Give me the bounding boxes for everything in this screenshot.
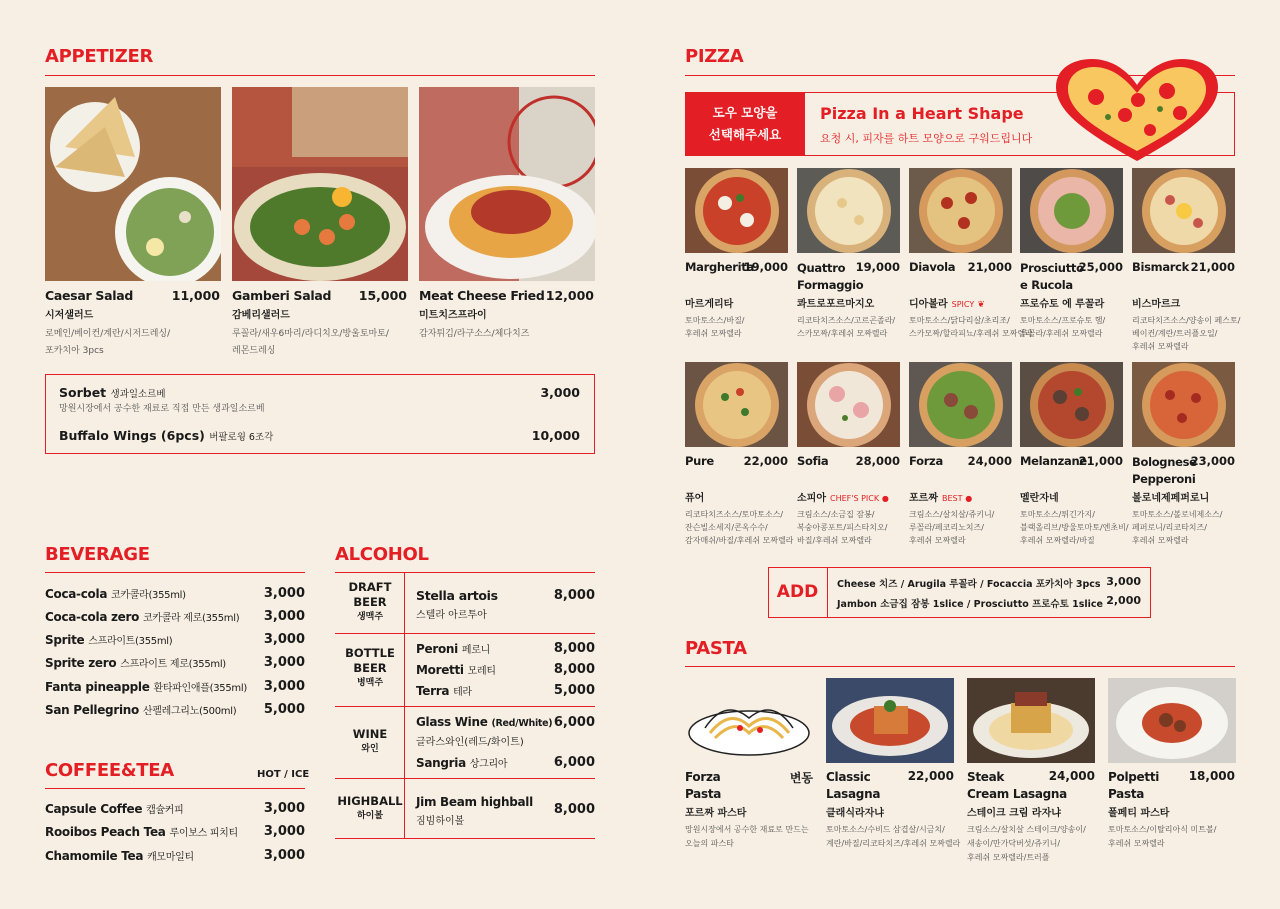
beverage-price-4: 3,000 bbox=[263, 655, 305, 670]
check-icon: ● bbox=[879, 494, 889, 503]
gamberi-salad-photo bbox=[232, 87, 408, 281]
pizza-photo-sofia bbox=[797, 362, 900, 447]
heart-pizza-icon bbox=[1050, 55, 1225, 163]
pizza-photo-forza bbox=[909, 362, 1012, 447]
pizza-desc-1: 토마토소스/바질/ 후레쉬 모짜렐라 bbox=[685, 316, 745, 338]
pizza-desc-4: 토마토소스/프로슈토 햄/ 루꼴라/후레쉬 모짜렐라 bbox=[1020, 316, 1106, 338]
alcohol-rule-bottom bbox=[335, 838, 595, 839]
beverage-price-3: 3,000 bbox=[263, 632, 305, 647]
alcohol-cat-highball: HIGHBALL 하이볼 bbox=[337, 794, 403, 821]
pizza-price-7: 28,000 bbox=[855, 454, 900, 468]
pizza-price-1: 19,000 bbox=[743, 260, 788, 274]
alcohol-draft-1: Stella artois bbox=[416, 588, 498, 603]
add-line-1: Cheese 치즈 / Arugila 루꼴라 / Focaccia 포카치아 3pcs bbox=[837, 579, 1101, 590]
beverage-row-1: Coca-cola 코카콜라(355ml) bbox=[45, 587, 186, 601]
appetizer-desc-1b: 포카치아 3pcs bbox=[45, 346, 104, 356]
alcohol-draft-1-price: 8,000 bbox=[553, 588, 595, 603]
alcohol-bottle-3: Terra 테라 bbox=[416, 684, 472, 698]
beverage-row-4: Sprite zero 스프라이트 제로(355ml) bbox=[45, 656, 226, 670]
chili-icon: ❦ bbox=[974, 300, 985, 310]
appetizer-price-3: 12,000 bbox=[545, 288, 594, 303]
pizza-photo-prosciutto bbox=[1020, 168, 1123, 253]
pasta-desc-3: 크림소스/살치살 스테이크/양송이/ 새송이/만가닥버섯/쥬키니/ 후레쉬 모짜렐라/트러플 bbox=[967, 825, 1086, 862]
pasta-photo-steak-lasagna bbox=[967, 678, 1095, 763]
appetizer-desc-2b: 레몬드레싱 bbox=[232, 346, 276, 356]
caesar-salad-photo bbox=[45, 87, 221, 281]
pasta-kr-1: 포르짜 파스타 bbox=[685, 808, 747, 819]
coffee-price-2: 3,000 bbox=[263, 824, 305, 839]
pasta-price-3: 24,000 bbox=[1048, 769, 1095, 783]
pizza-desc-8: 크림소스/살치살/쥬키니/ 루꼴라/페코리노치즈/ 후레쉬 모짜렐라 bbox=[909, 510, 995, 545]
pasta-kr-4: 폴페티 파스타 bbox=[1108, 808, 1170, 819]
buffalo-wings-price: 10,000 bbox=[531, 428, 580, 443]
alcohol-bottle-2: Moretti 모레티 bbox=[416, 663, 496, 677]
pizza-photo-pure bbox=[685, 362, 788, 447]
pizza-price-2: 19,000 bbox=[855, 260, 900, 274]
appetizer-kr-2: 감베리샐러드 bbox=[232, 310, 290, 321]
pizza-desc-10: 토마토소스/볼로네제소스/ 페퍼로니/리코타치즈/ 후레쉬 모짜렐라 bbox=[1132, 510, 1223, 545]
heart-shape-sub: 요청 시, 피자를 하트 모양으로 구워드립니다 bbox=[820, 132, 1033, 145]
add-line-2: Jambon 소금집 잠봉 1slice / Prosciutto 프로슈토 1slice bbox=[837, 599, 1103, 610]
coffee-price-1: 3,000 bbox=[263, 801, 305, 816]
pizza-photo-bismarck bbox=[1132, 168, 1235, 253]
appetizer-price-2: 15,000 bbox=[358, 288, 407, 303]
appetizer-price-1: 11,000 bbox=[171, 288, 220, 303]
pizza-name-4: Prosciutto e Rucola bbox=[1020, 261, 1084, 292]
pizza-kr-5: 비스마르크 bbox=[1132, 299, 1181, 310]
pizza-desc-9: 토마토소스/튀긴가지/ 블랙올리브/방울토마토/엔초비/ 후레쉬 모짜렐라/바질 bbox=[1020, 510, 1129, 545]
pizza-photo-diavola bbox=[909, 168, 1012, 253]
pasta-price-2: 22,000 bbox=[907, 769, 954, 783]
coffee-title: COFFEE&TEA bbox=[45, 760, 174, 781]
pizza-price-8: 24,000 bbox=[967, 454, 1012, 468]
pasta-photo-polpetti bbox=[1108, 678, 1236, 763]
pizza-kr-10: 볼로네제페퍼로니 bbox=[1132, 493, 1210, 504]
pizza-desc-7: 크림소스/소금집 잠봉/ 복숭아콩포트/피스타치오/ 바질/후레쉬 모짜렐라 bbox=[797, 510, 888, 545]
alcohol-highball-1-price: 8,000 bbox=[553, 802, 595, 817]
alcohol-bottle-3-price: 5,000 bbox=[553, 683, 595, 698]
alcohol-divider-2 bbox=[335, 706, 595, 707]
alcohol-rule-top bbox=[335, 572, 595, 573]
coffee-rule bbox=[45, 788, 305, 789]
coffee-row-3: Chamomile Tea 캐모마일티 bbox=[45, 849, 194, 863]
alcohol-title: ALCOHOL bbox=[335, 544, 429, 565]
pasta-photo-classic-lasagna bbox=[826, 678, 954, 763]
beverage-price-5: 3,000 bbox=[263, 679, 305, 694]
beverage-price-6: 5,000 bbox=[263, 702, 305, 717]
pasta-title: PASTA bbox=[685, 638, 747, 659]
pizza-name-8: Forza bbox=[909, 454, 943, 468]
pasta-name-4: Polpetti Pasta bbox=[1108, 770, 1160, 801]
pasta-photo-forza bbox=[685, 678, 813, 763]
appetizer-desc-1a: 로메인/베이컨/계란/시저드레싱/ bbox=[45, 329, 171, 339]
appetizer-kr-1: 시저샐러드 bbox=[45, 310, 94, 321]
beverage-row-2: Coca-cola zero 코카콜라 제로(355ml) bbox=[45, 610, 240, 624]
alcohol-wine-2-price: 6,000 bbox=[553, 755, 595, 770]
alcohol-cat-draft: DRAFT BEER 생맥주 bbox=[348, 580, 392, 622]
beverage-price-1: 3,000 bbox=[263, 586, 305, 601]
pizza-kr-2: 콰트로포르마지오 bbox=[797, 299, 875, 310]
appetizer-name-1: Caesar Salad bbox=[45, 288, 133, 303]
pizza-price-5: 21,000 bbox=[1190, 260, 1235, 274]
pasta-name-1: Forza Pasta bbox=[685, 770, 722, 801]
add-price-1: 3,000 bbox=[1106, 575, 1141, 588]
pasta-desc-2: 토마토소스/수비드 삼겹살/시금치/ 계란/바질/리코타치즈/후레쉬 모짜렐라 bbox=[826, 825, 961, 848]
coffee-price-3: 3,000 bbox=[263, 848, 305, 863]
spicy-tag: SPICY bbox=[951, 300, 975, 309]
pizza-kr-3: 디아볼라 SPICY ❦ bbox=[909, 299, 985, 310]
beverage-row-6: San Pellegrino 산펠레그리노(500ml) bbox=[45, 703, 237, 717]
pasta-name-2: Classic Lasagna bbox=[826, 770, 881, 801]
pizza-kr-9: 멜란자네 bbox=[1020, 493, 1059, 504]
beverage-row-5: Fanta pineapple 환타파인애플(355ml) bbox=[45, 680, 247, 694]
appetizer-desc-3a: 감자튀김/라구소스/체다치즈 bbox=[419, 329, 530, 339]
pizza-name-6: Pure bbox=[685, 454, 714, 468]
pizza-photo-quattro-formaggio bbox=[797, 168, 900, 253]
pizza-price-9: 21,000 bbox=[1078, 454, 1123, 468]
pasta-desc-1: 망원시장에서 공수한 재료로 만드는 오늘의 파스타 bbox=[685, 825, 809, 848]
pasta-kr-3: 스테이크 크림 라자냐 bbox=[967, 808, 1061, 819]
beverage-price-2: 3,000 bbox=[263, 609, 305, 624]
pasta-price-1: 변동 bbox=[789, 771, 813, 785]
sorbet-name: Sorbet 생과일소르베 bbox=[59, 385, 166, 400]
appetizer-rule bbox=[45, 75, 595, 76]
beverage-rule bbox=[45, 572, 305, 573]
appetizer-title: APPETIZER bbox=[45, 46, 154, 67]
pasta-desc-4: 토마토소스/이탈리아식 미트볼/ 후레쉬 모짜렐라 bbox=[1108, 825, 1217, 848]
pizza-desc-6: 리코타치즈소스/토마토소스/ 잔슨빌소세지/콘옥수수/ 감자매쉬/바질/후레쉬 모짜렐라 bbox=[685, 510, 794, 545]
pizza-name-3: Diavola bbox=[909, 260, 956, 274]
appetizer-desc-2a: 루꼴라/새우6마리/라디치오/방울토마토/ bbox=[232, 329, 389, 339]
pizza-kr-4: 프로슈토 에 루꼴라 bbox=[1020, 299, 1105, 310]
coffee-hot-ice-note: HOT / ICE bbox=[257, 769, 310, 780]
alcohol-highball-1-kr: 짐빔하이볼 bbox=[416, 816, 465, 827]
pizza-name-7: Sofia bbox=[797, 454, 829, 468]
alcohol-wine-1: Glass Wine (Red/White) bbox=[416, 715, 553, 729]
appetizer-name-2: Gamberi Salad bbox=[232, 288, 332, 303]
alcohol-bottle-2-price: 8,000 bbox=[553, 662, 595, 677]
coffee-row-2: Rooibos Peach Tea 루이보스 피치티 bbox=[45, 825, 238, 839]
pizza-title: PIZZA bbox=[685, 46, 744, 67]
appetizer-name-3: Meat Cheese Fried bbox=[419, 288, 545, 303]
pasta-rule bbox=[685, 666, 1235, 667]
pasta-name-3: Steak Cream Lasagna bbox=[967, 770, 1067, 801]
alcohol-draft-1-kr: 스텔라 아르투아 bbox=[416, 610, 487, 621]
pizza-kr-6: 퓨어 bbox=[685, 493, 705, 504]
alcohol-wine-2: Sangria 상그리아 bbox=[416, 756, 508, 770]
pizza-kr-7: 소피아 CHEF'S PICK ● bbox=[797, 493, 889, 504]
check-icon: ● bbox=[962, 494, 973, 503]
sorbet-desc: 망원시장에서 공수한 재료로 직접 만든 생과일소르베 bbox=[59, 404, 265, 414]
pizza-desc-5: 리코타치즈소스/양송이 페스토/ 베이컨/계란/트러플오일/ 후레쉬 모짜렐라 bbox=[1132, 316, 1241, 351]
appetizer-kr-3: 미트치즈프라이 bbox=[419, 310, 487, 321]
alcohol-wine-1-price: 6,000 bbox=[553, 715, 595, 730]
pizza-kr-8: 포르짜 BEST ● bbox=[909, 493, 973, 504]
coffee-row-1: Capsule Coffee 캡슐커피 bbox=[45, 802, 184, 816]
pizza-photo-bolognese bbox=[1132, 362, 1235, 447]
pizza-price-10: 23,000 bbox=[1190, 454, 1235, 468]
pizza-price-3: 21,000 bbox=[967, 260, 1012, 274]
pizza-name-1: Margherita bbox=[685, 260, 754, 274]
pizza-name-10: Bolognese Pepperoni bbox=[1132, 455, 1197, 486]
best-tag: BEST bbox=[941, 494, 963, 503]
alcohol-cat-bottle: BOTTLE BEER 병맥주 bbox=[345, 646, 395, 688]
beverage-row-3: Sprite 스프라이트(355ml) bbox=[45, 633, 173, 647]
pizza-desc-2: 리코타치즈소스/고르곤졸라/ 스카모짜/후레쉬 모짜렐라 bbox=[797, 316, 896, 338]
pasta-price-4: 18,000 bbox=[1188, 769, 1235, 783]
pizza-name-5: Bismarck bbox=[1132, 260, 1190, 274]
pizza-photo-margherita bbox=[685, 168, 788, 253]
alcohol-cat-wine: WINE 와인 bbox=[352, 727, 388, 754]
beverage-title: BEVERAGE bbox=[45, 544, 150, 565]
add-price-2: 2,000 bbox=[1106, 594, 1141, 607]
sorbet-price: 3,000 bbox=[540, 385, 580, 400]
alcohol-divider-3 bbox=[335, 778, 595, 779]
alcohol-bottle-1-price: 8,000 bbox=[553, 641, 595, 656]
meat-cheese-fried-photo bbox=[419, 87, 595, 281]
alcohol-divider-1 bbox=[335, 633, 595, 634]
pizza-photo-melanzane bbox=[1020, 362, 1123, 447]
pizza-price-4: 25,000 bbox=[1078, 260, 1123, 274]
pizza-price-6: 22,000 bbox=[743, 454, 788, 468]
pizza-name-9: Melanzane bbox=[1020, 454, 1087, 468]
buffalo-wings-name: Buffalo Wings (6pcs) 버팔로윙 6조각 bbox=[59, 428, 274, 443]
pizza-name-2: Quattro Formaggio bbox=[797, 261, 864, 292]
add-label: ADD bbox=[768, 567, 828, 618]
dough-shape-label: 도우 모양을 선택해주세요 bbox=[685, 92, 805, 156]
alcohol-bottle-1: Peroni 페로니 bbox=[416, 642, 490, 656]
alcohol-wine-1-kr: 글라스와인(레드/화이트) bbox=[416, 737, 524, 748]
chefs-pick-tag: CHEF'S PICK bbox=[829, 494, 880, 503]
heart-shape-title: Pizza In a Heart Shape bbox=[820, 104, 1024, 123]
alcohol-highball-1: Jim Beam highball bbox=[416, 795, 533, 809]
pizza-desc-3: 토마토소스/닭다리살/초리조/ 스카모짜/할라피뇨/후레쉬 모짜렐라 bbox=[909, 316, 1033, 338]
pasta-kr-2: 클래식라자냐 bbox=[826, 808, 884, 819]
pizza-kr-1: 마르게리타 bbox=[685, 299, 734, 310]
